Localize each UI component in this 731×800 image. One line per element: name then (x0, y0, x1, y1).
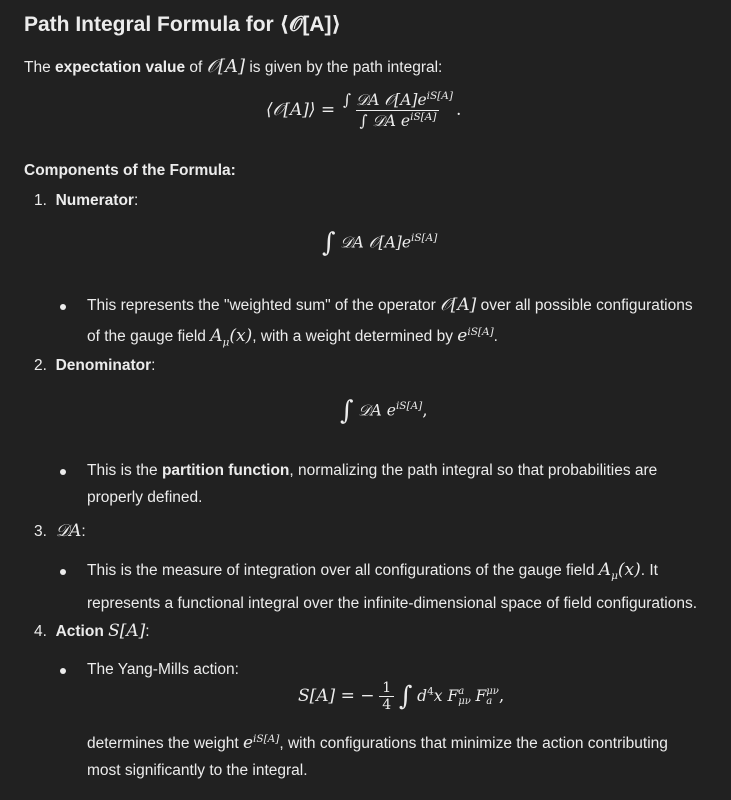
numerator-equation: ∫ 𝒟A $𝒪[A]e^{iS[A]}$ (322, 228, 438, 258)
main-equation-numerator: ∫ 𝒟A $𝒪[A]e^{iS[A]}$ (342, 90, 453, 110)
list-item-numerator: 1. Numerator: (34, 192, 139, 209)
action-bullet: The Yang-Mills action: (87, 661, 239, 678)
denominator-equation: ∫ 𝒟A $e^{iS[A]}$, (340, 396, 428, 426)
intro-math: 𝒪[A] (206, 56, 246, 77)
field-strength-indices-2: μν a (486, 685, 499, 707)
main-equation-lhs: ⟨𝒪[A]⟩ = (266, 100, 336, 121)
item-label: Action (55, 623, 109, 640)
item-label: Numerator (55, 192, 134, 209)
one-quarter-fraction: $\frac{1}{4}$ (379, 680, 394, 713)
intro-middle: of (185, 59, 207, 76)
main-equation (266, 90, 461, 131)
main-equation-fraction (340, 90, 456, 131)
page-title: Path Integral Formula for ⟨𝒪[A]⟩ (24, 13, 342, 36)
item-label: 𝒟A (55, 521, 82, 541)
action-description: determines the weight $e^{iS[A]}$, with configurations that minimize the action contributing most significantly to the integral. (87, 733, 668, 780)
list-item-denominator: 2. Denominator: (34, 357, 156, 374)
denominator-description: This is the partition function, normalizing the path integral so that probabilities are properly defined. (87, 462, 658, 506)
yang-mills-equation: S[A] = − $\frac{1}{4}$ ∫ $d^4x$ F a μν F μν a , (298, 680, 505, 713)
numerator-description: This represents the "weighted sum" of the operator 𝒪[A] over all possible configurations of the gauge field $A_\mu(x)$, with a weight determined by $e^{iS[A]}$. (87, 295, 693, 349)
field-strength-indices-1: a μν (458, 685, 471, 707)
components-heading: Components of the Formula: (24, 162, 236, 179)
intro-paragraph (24, 53, 442, 82)
intro-bold: expectation value (55, 59, 186, 76)
list-item-action: 4. Action S[A]: (34, 621, 150, 641)
main-equation-period: . (455, 100, 462, 121)
item-label: Denominator (55, 357, 152, 374)
measure-description: This is the measure of integration over all configurations of the gauge field $A_\mu(x)$. It represents a functional integral over the infinite-dimensional space of field configurations. (87, 560, 698, 613)
intro-suffix: is given by the path integral: (245, 59, 443, 76)
main-equation-denominator: ∫ 𝒟A $e^{iS[A]}$ (356, 110, 439, 131)
list-item-measure: 3. 𝒟A: (34, 521, 86, 541)
intro-prefix: The (24, 59, 56, 76)
